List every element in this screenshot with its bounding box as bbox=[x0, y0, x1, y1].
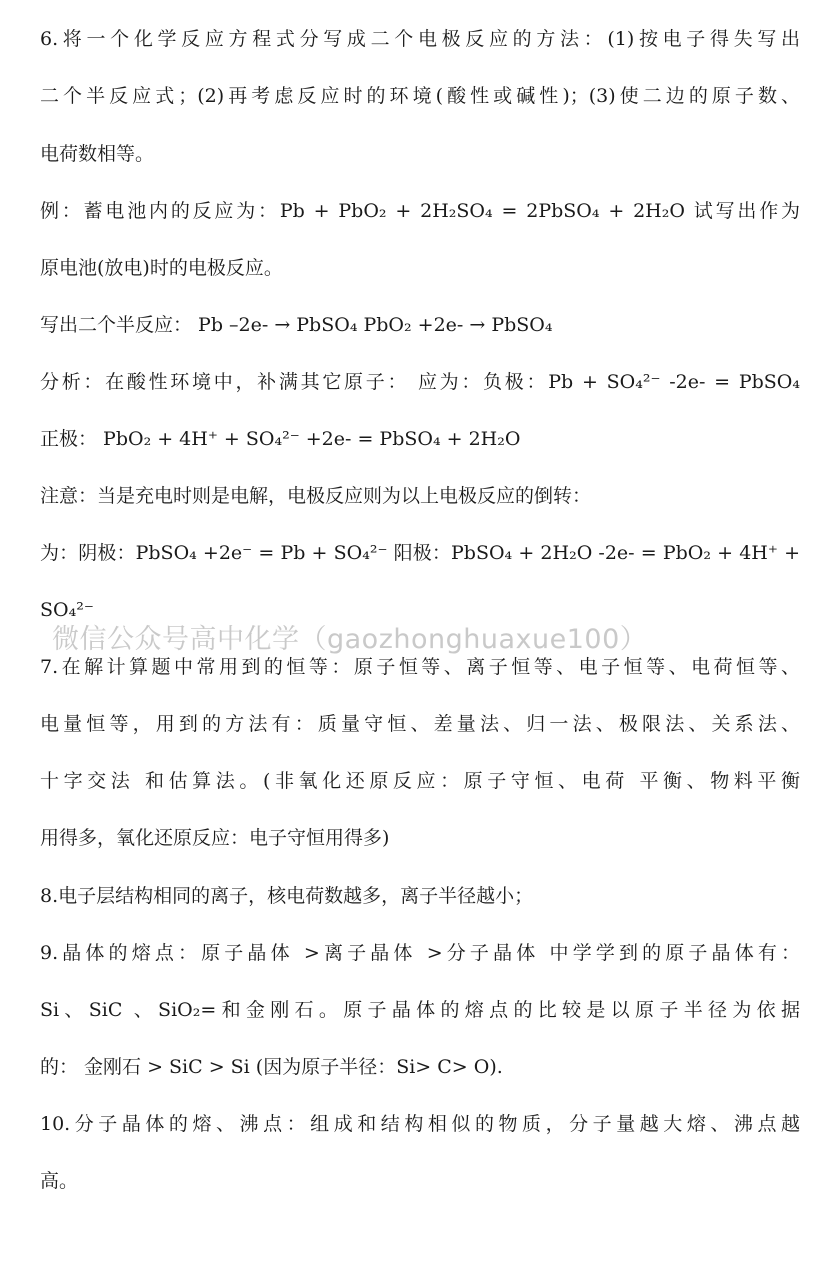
text-line: 电量恒等，用到的方法有：质量守恒、差量法、归一法、极限法、关系法、 bbox=[40, 713, 800, 735]
text-line: 10.分子晶体的熔、沸点：组成和结构相似的物质，分子量越大熔、沸点越 bbox=[40, 1113, 800, 1135]
text-line: 写出二个半反应： Pb –2e- → PbSO₄ PbO₂ +2e- → PbSO₄ bbox=[40, 314, 553, 336]
watermark-text: 微信公众号高中化学（gaozhonghuaxue100） bbox=[52, 624, 648, 655]
text-line: 的： 金刚石 > SiC > Si (因为原子半径：Si> C> O). bbox=[40, 1056, 503, 1078]
text-line: 高。 bbox=[40, 1170, 79, 1192]
text-line: 二个半反应式；(2)再考虑反应时的环境(酸性或碱性)；(3)使二边的原子数、 bbox=[40, 85, 800, 107]
text-line: 6.将一个化学反应方程式分写成二个电极反应的方法：(1)按电子得失写出 bbox=[40, 28, 800, 50]
text-line: 正极： PbO₂ + 4H⁺ + SO₄²⁻ +2e- = PbSO₄ + 2H₂O bbox=[40, 428, 521, 450]
text-line: 用得多，氧化还原反应：电子守恒用得多) bbox=[40, 827, 390, 849]
text-line: 注意：当是充电时则是电解，电极反应则为以上电极反应的倒转： bbox=[40, 485, 592, 507]
text-line: 7.在解计算题中常用到的恒等：原子恒等、离子恒等、电子恒等、电荷恒等、 bbox=[40, 656, 800, 678]
text-line: SO₄²⁻ bbox=[40, 599, 94, 621]
text-line: 原电池(放电)时的电极反应。 bbox=[40, 257, 283, 279]
text-line: 9.晶体的熔点：原子晶体 >离子晶体 >分子晶体 中学学到的原子晶体有： bbox=[40, 942, 800, 964]
text-line: 分析：在酸性环境中，补满其它原子： 应为：负极：Pb + SO₄²⁻ -2e- = PbSO₄ bbox=[40, 371, 800, 393]
text-line: 8.电子层结构相同的离子，核电荷数越多，离子半径越小； bbox=[40, 885, 534, 907]
text-line: 例：蓄电池内的反应为：Pb + PbO₂ + 2H₂SO₄ = 2PbSO₄ + 2H₂O 试写出作为 bbox=[40, 200, 800, 222]
text-line: 十字交法 和估算法。(非氧化还原反应：原子守恒、电荷 平衡、物料平衡 bbox=[40, 770, 800, 792]
text-line: Si、SiC 、SiO₂=和金刚石。原子晶体的熔点的比较是以原子半径为依据 bbox=[40, 999, 800, 1021]
text-line: 为：阴极：PbSO₄ +2e⁻ = Pb + SO₄²⁻ 阳极：PbSO₄ + 2H₂O -2e- = PbO₂ + 4H⁺ + bbox=[40, 542, 800, 564]
text-line: 电荷数相等。 bbox=[40, 143, 155, 165]
